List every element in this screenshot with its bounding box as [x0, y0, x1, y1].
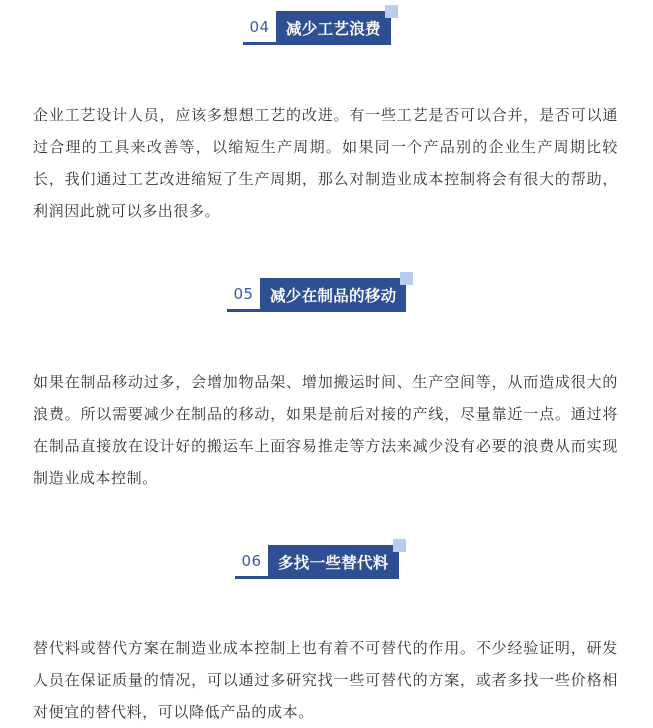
section-06-heading	[235, 545, 399, 579]
section-05-heading	[227, 278, 406, 312]
corner-accent	[393, 539, 406, 552]
corner-accent	[400, 272, 413, 285]
section-number: 06	[235, 545, 268, 579]
section-04-body: 企业工艺设计人员，应该多想想工艺的改进。有一些工艺是否可以合并，是否可以通过合理的工具来改善等，以缩短生产周期。如果同一个产品别的企业生产周期比较长，我们通过工艺改进缩短了生产周期，那么对制造业成本控制将会有很大的帮助，利润因此就可以多出很多。	[33, 106, 618, 220]
section-06-body: 替代料或替代方案在制造业成本控制上也有着不可替代的作用。不少经验证明，研发人员在保证质量的情况，可以通过多研究找一些可替代的方案，或者多找一些价格相对便宜的替代料，可以降低产品的成本。	[33, 639, 618, 721]
section-title: 减少工艺浪费	[276, 11, 391, 45]
corner-accent	[385, 5, 398, 18]
section-number: 04	[243, 11, 276, 45]
section-number: 05	[227, 278, 260, 312]
section-title: 多找一些替代料	[268, 545, 399, 579]
section-title: 减少在制品的移动	[260, 278, 406, 312]
section-04-heading	[243, 11, 391, 45]
section-05-body: 如果在制品移动过多，会增加物品架、增加搬运时间、生产空间等，从而造成很大的浪费。所以需要减少在制品的移动，如果是前后对接的产线，尽量靠近一点。通过将在制品直接放在设计好的搬运车上面容易推走等方法来减少没有必要的浪费从而实现制造业成本控制。	[33, 373, 618, 487]
